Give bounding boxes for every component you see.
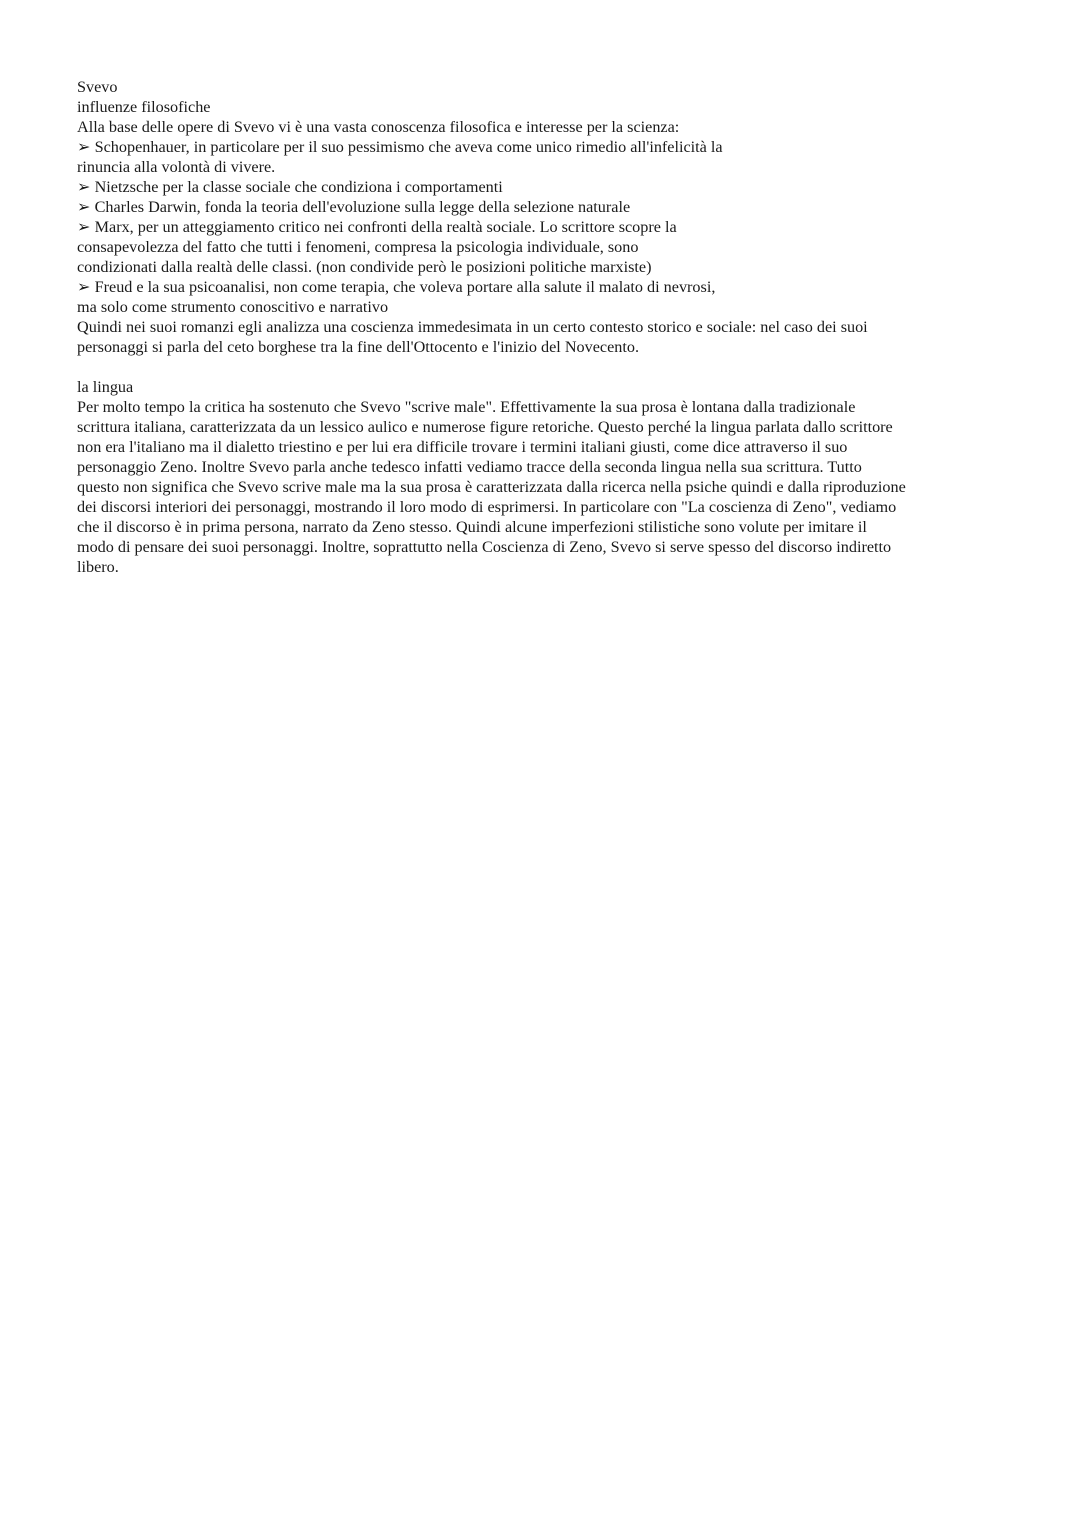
text-line: ➢ Charles Darwin, fonda la teoria dell'evoluzione sulla legge della selezione naturale (77, 198, 631, 216)
text-line: ➢ Schopenhauer, in particolare per il suo pessimismo che aveva come unico rimedio all'infelicità la (77, 138, 723, 156)
text-line: Quindi nei suoi romanzi egli analizza una coscienza immedesimata in un certo contesto storico e sociale: nel caso dei suoi (77, 318, 868, 336)
paragraph-gap (77, 357, 1037, 377)
text-line: ➢ Marx, per un atteggiamento critico nei confronti della realtà sociale. Lo scrittore scopre la (77, 218, 677, 236)
text-line: non era l'italiano ma il dialetto triestino e per lui era difficile trovare i termini italiani giusti, come dice attraverso il suo (77, 438, 848, 456)
text-line: personaggio Zeno. Inoltre Svevo parla anche tedesco infatti vediamo tracce della seconda lingua nella sua scrittura. Tutto (77, 458, 862, 476)
text-line: Alla base delle opere di Svevo vi è una vasta conoscenza filosofica e interesse per la scienza: (77, 118, 680, 136)
text-line: modo di pensare dei suoi personaggi. Inoltre, soprattutto nella Coscienza di Zeno, Svevo si serve spesso del discorso indiretto (77, 538, 892, 556)
section-heading-lingua: la lingua (77, 378, 134, 396)
document-page (77, 77, 1037, 577)
document-title: Svevo (77, 78, 118, 96)
text-line: questo non significa che Svevo scrive male ma la sua prosa è caratterizzata dalla ricerca nella psiche quindi e dalla riproduzione (77, 478, 906, 496)
text-line: libero. (77, 558, 119, 576)
section-heading-influenze: influenze filosofiche (77, 98, 211, 116)
section-influenze-body (77, 117, 1037, 357)
text-line: Per molto tempo la critica ha sostenuto che Svevo "scrive male". Effettivamente la sua prosa è lontana dalla tradizionale (77, 398, 856, 416)
text-line: ➢ Freud e la sua psicoanalisi, non come terapia, che voleva portare alla salute il malato di nevrosi, (77, 278, 716, 296)
text-line: ➢ Nietzsche per la classe sociale che condiziona i comportamenti (77, 178, 503, 196)
text-line: rinuncia alla volontà di vivere. (77, 158, 276, 176)
text-line: dei discorsi interiori dei personaggi, mostrando il loro modo di esprimersi. In particolare con "La coscienza di Zeno", vediamo (77, 498, 897, 516)
text-line: scrittura italiana, caratterizzata da un lessico aulico e numerose figure retoriche. Questo perché la lingua parlata dallo scrittore (77, 418, 893, 436)
text-line: consapevolezza del fatto che tutti i fenomeni, compresa la psicologia individuale, sono (77, 238, 639, 256)
text-line: personaggi si parla del ceto borghese tra la fine dell'Ottocento e l'inizio del Novecento. (77, 338, 640, 356)
section-lingua-body (77, 397, 1037, 577)
text-line: ma solo come strumento conoscitivo e narrativo (77, 298, 389, 316)
text-line: che il discorso è in prima persona, narrato da Zeno stesso. Quindi alcune imperfezioni stilistiche sono volute per imitare il (77, 518, 867, 536)
text-line: condizionati dalla realtà delle classi. (non condivide però le posizioni politiche marxiste) (77, 258, 652, 276)
